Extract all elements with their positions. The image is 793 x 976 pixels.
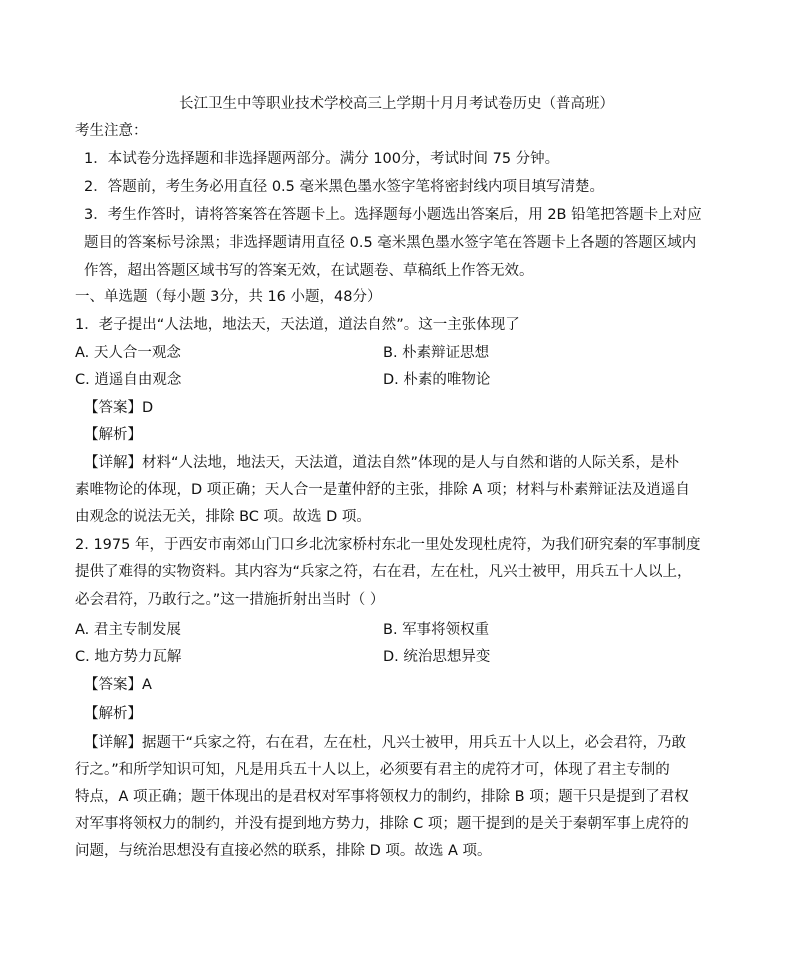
q2-analysis: 【解析】 xyxy=(84,706,142,722)
notice-item-2: 2．答题前，考生务必用直径 0.5 毫米黑色墨水签字笔将密封线内项目填写清楚。 xyxy=(84,179,605,195)
notice-item-1: 1．本试卷分选择题和非选择题两部分。满分 100分，考试时间 75 分钟。 xyxy=(84,151,560,167)
q2-option-a: A. 君主专制发展 xyxy=(75,622,181,638)
q2-stem-line-3: 必会君符，乃敢行之。”这一措施折射出当时（ ） xyxy=(75,592,385,608)
notice-heading: 考生注意： xyxy=(75,123,148,139)
q2-detail-line-3: 特点，A 项正确；题干体现出的是君权对军事将领权力的制约，排除 B 项；题干只是提到了君权 xyxy=(75,789,689,805)
q2-option-b: B. 军事将领权重 xyxy=(383,622,490,638)
q1-option-b: B. 朴素辩证思想 xyxy=(383,345,490,361)
q2-option-d: D. 统治思想异变 xyxy=(383,649,491,665)
q2-stem-line-1: 2. 1975 年，于西安市南郊山门口乡北沈家桥村东北一里处发现杜虎符，为我们研究秦的军事制度 xyxy=(75,537,701,553)
section-heading: 一、单选题（每小题 3分，共 16 小题，48分） xyxy=(75,289,382,305)
q2-option-c: C. 地方势力瓦解 xyxy=(75,649,182,665)
q1-detail-line-3: 由观念的说法无关，排除 BC 项。故选 D 项。 xyxy=(75,509,371,525)
q2-stem-line-2: 提供了难得的实物资料。其内容为“兵家之符，右在君，左在杜，凡兴士被甲，用兵五十人以上， xyxy=(75,564,692,580)
page-title: 长江卫生中等职业技术学校高三上学期十月月考试卷历史（普高班） xyxy=(179,96,614,112)
q1-answer: 【答案】D xyxy=(84,400,154,416)
notice-item-3-line-3: 作答，超出答题区域书写的答案无效，在试题卷、草稿纸上作答无效。 xyxy=(84,263,534,279)
q1-option-a: A. 天人合一观念 xyxy=(75,345,181,361)
q1-option-d: D. 朴素的唯物论 xyxy=(383,372,491,388)
q2-detail-line-1: 【详解】据题干“兵家之符，右在君，左在杜，凡兴士被甲，用兵五十人以上，必会君符，乃敢 xyxy=(84,735,687,751)
q2-detail-line-4: 对军事将领权力的制约，并没有提到地方势力，排除 C 项；题干提到的是关于秦朝军事上虎符的 xyxy=(75,816,689,832)
q2-detail-line-2: 行之。”和所学知识可知，凡是用兵五十人以上，必须要有君主的虎符才可，体现了君主专制的 xyxy=(75,762,670,778)
q1-detail-line-2: 素唯物论的体现，D 项正确；天人合一是董仲舒的主张，排除 A 项；材料与朴素辩证法及逍遥自 xyxy=(75,482,690,498)
notice-item-3-line-2: 题目的答案标号涂黑；非选择题请用直径 0.5 毫米黑色墨水签字笔在答题卡上各题的答题区域内 xyxy=(84,235,697,251)
notice-item-3-line-1: 3．考生作答时，请将答案答在答题卡上。选择题每小题选出答案后，用 2B 铅笔把答题卡上对应 xyxy=(84,207,702,223)
q1-option-c: C. 逍遥自由观念 xyxy=(75,372,182,388)
q2-answer: 【答案】A xyxy=(84,677,152,693)
q1-analysis: 【解析】 xyxy=(84,427,142,443)
q1-stem: 1．老子提出“人法地，地法天，天法道，道法自然”。这一主张体现了 xyxy=(75,317,520,333)
q2-detail-line-5: 问题，与统治思想没有直接必然的联系，排除 D 项。故选 A 项。 xyxy=(75,843,492,859)
q1-detail-line-1: 【详解】材料“人法地，地法天，天法道，道法自然”体现的是人与自然和谐的人际关系，是朴 xyxy=(84,455,680,471)
